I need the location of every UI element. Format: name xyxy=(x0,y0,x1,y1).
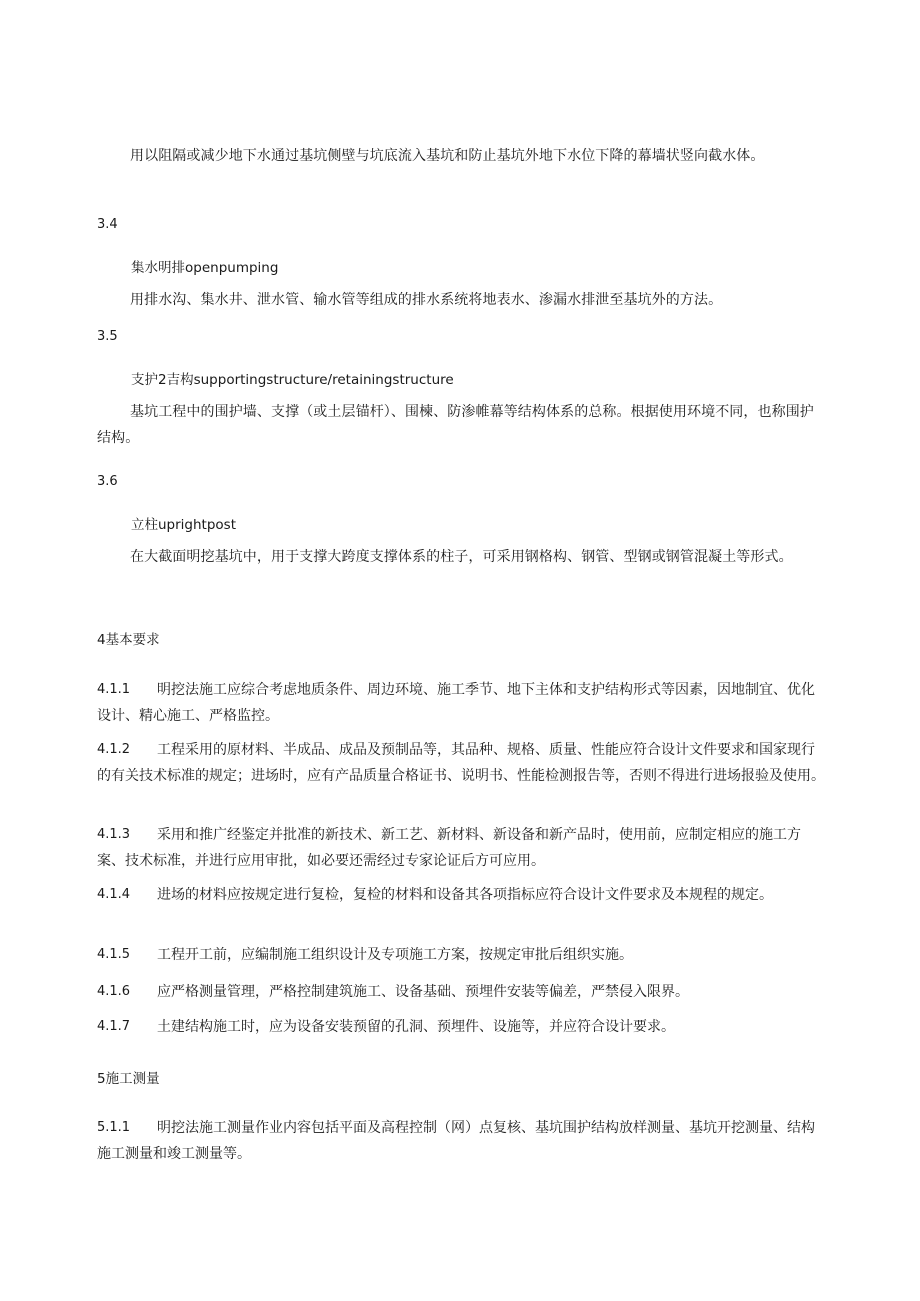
paragraph-supporting-structure-definition: 基坑工程中的围护墙、支撑（或土层锚杆）、围楝、防渗帷幕等结构体系的总称。根据使用环境不同，也称围护结构。 xyxy=(97,404,814,446)
clause-4-1-3 xyxy=(97,822,827,874)
clause-4-1-7 xyxy=(97,1014,827,1040)
term-open-pumping: 集水明排openpumping xyxy=(131,260,279,276)
clause-text: 采用和推广经鉴定并批准的新技术、新工艺、新材料、新设备和新产品时，使用前，应制定相应的施工方案、技术标准，并进行应用审批，如必要还需经过专家论证后方可应用。 xyxy=(97,827,801,869)
clause-text: 土建结构施工时，应为设备安装预留的孔洞、预埋件、设施等，并应符合设计要求。 xyxy=(157,1019,675,1035)
clause-number: 4.1.4 xyxy=(97,887,131,902)
clause-number: 4.1.5 xyxy=(97,947,131,962)
clause-5-1-1 xyxy=(97,1115,827,1167)
clause-4-1-4 xyxy=(97,882,827,908)
clause-text: 进场的材料应按规定进行复检，复检的材料和设备其各项指标应符合设计文件要求及本规程的规定。 xyxy=(157,887,773,903)
clause-text: 工程开工前，应编制施工组织设计及专项施工方案，按规定审批后组织实施。 xyxy=(157,947,633,963)
clause-4-1-1 xyxy=(97,677,827,729)
chapter-heading-basic-requirements: 4基本要求 xyxy=(97,632,160,648)
clause-number: 4.1.3 xyxy=(97,827,131,842)
term-upright-post: 立柱uprightpost xyxy=(131,517,237,533)
clause-4-1-2 xyxy=(97,737,827,789)
clause-4-1-6 xyxy=(97,979,827,1005)
clause-number: 4.1.2 xyxy=(97,742,131,757)
paragraph-curtain-definition: 用以阻隔或减少地下水通过基坑侧壁与坑底流入基坑和防止基坑外地下水位下降的幕墙状竖向截水体。 xyxy=(130,148,765,164)
paragraph-open-pumping-definition: 用排水沟、集水井、泄水管、输水管等组成的排水系统将地表水、渗漏水排泄至基坑外的方法。 xyxy=(130,292,723,308)
chapter-heading-construction-survey: 5施工测量 xyxy=(97,1071,160,1087)
clause-text: 明挖法施工测量作业内容包括平面及高程控制（网）点复核、基坑围护结构放样测量、基坑开挖测量、结构施工测量和竣工测量等。 xyxy=(97,1120,815,1162)
clause-text: 工程采用的原材料、半成品、成品及预制品等，其品种、规格、质量、性能应符合设计文件要求和国家现行的有关技术标准的规定；进场时，应有产品质量合格证书、说明书、性能检测报告等，否则不得进行进场报验及使用。 xyxy=(97,742,825,784)
section-number-3-6: 3.6 xyxy=(97,474,118,489)
section-number-3-5: 3.5 xyxy=(97,329,118,344)
clause-4-1-5 xyxy=(97,942,827,968)
clause-number: 4.1.7 xyxy=(97,1019,131,1034)
clause-number: 4.1.1 xyxy=(97,682,131,697)
term-supporting-structure: 支护2吉构supportingstructure/retainingstructure xyxy=(131,372,454,388)
section-number-3-4: 3.4 xyxy=(97,217,118,232)
clause-number: 4.1.6 xyxy=(97,984,131,999)
clause-text: 应严格测量管理，严格控制建筑施工、设备基础、预埋件安装等偏差，严禁侵入限界。 xyxy=(157,984,689,1000)
clause-number: 5.1.1 xyxy=(97,1120,131,1135)
clause-text: 明挖法施工应综合考虑地质条件、周边环境、施工季节、地下主体和支护结构形式等因素，因地制宜、优化设计、精心施工、严格监控。 xyxy=(97,682,815,724)
paragraph-upright-post-definition: 在大截面明挖基坑中，用于支撑大跨度支撑体系的柱子，可采用钢格构、钢管、型钢或钢管混凝土等形式。 xyxy=(130,549,793,565)
